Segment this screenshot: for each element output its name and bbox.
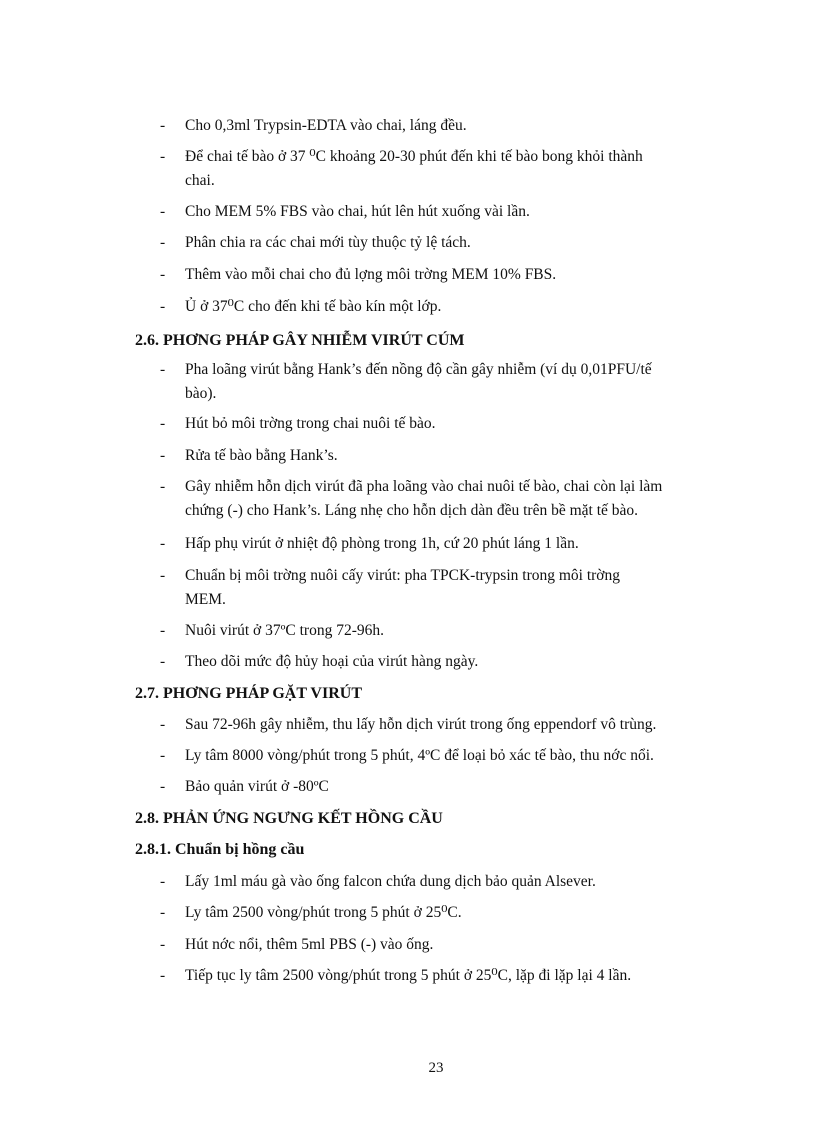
list-item-text: Thêm vào mỗi chai cho đủ lợng môi trờng MEM 10% FBS.: [185, 266, 557, 283]
bullet-dash: -: [160, 298, 166, 315]
list-item-text: Để chai tế bào ở 37 ⁰C khoảng 20-30 phút đến khi tế bào bong khỏi thành: [185, 148, 643, 165]
bullet-dash: -: [160, 266, 166, 283]
list-item-continuation: bào).: [185, 385, 217, 402]
subsection-heading-2-8-1: 2.8.1. Chuẩn bị hồng cầu: [135, 841, 305, 858]
bullet-dash: -: [160, 361, 166, 378]
list-item-text: Cho MEM 5% FBS vào chai, hút lên hút xuống vài lần.: [185, 203, 530, 220]
bullet-dash: -: [160, 478, 166, 495]
list-item-text: Chuẩn bị môi trờng nuôi cấy virút: pha TPCK-trypsin trong môi trờng: [185, 567, 621, 584]
list-item-text: Cho 0,3ml Trypsin-EDTA vào chai, láng đều.: [185, 117, 467, 134]
list-item-text: Ly tâm 2500 vòng/phút trong 5 phút ở 25⁰C.: [185, 904, 462, 921]
list-item-continuation: chai.: [185, 172, 215, 189]
bullet-dash: -: [160, 447, 166, 464]
list-item-continuation: MEM.: [185, 591, 226, 608]
bullet-dash: -: [160, 203, 166, 220]
list-item-text: Sau 72-96h gây nhiễm, thu lấy hỗn dịch virút trong ống eppendorf vô trùng.: [185, 716, 657, 733]
list-item-text: Phân chia ra các chai mới tùy thuộc tỷ lệ tách.: [185, 234, 471, 251]
list-item-text: Lấy 1ml máu gà vào ống falcon chứa dung dịch bảo quản Alsever.: [185, 873, 596, 890]
list-item-text: Ly tâm 8000 vòng/phút trong 5 phút, 4ºC để loại bỏ xác tế bào, thu nớc nổi.: [185, 747, 654, 764]
bullet-dash: -: [160, 535, 166, 552]
bullet-dash: -: [160, 716, 166, 733]
list-item-text: Tiếp tục ly tâm 2500 vòng/phút trong 5 phút ở 25⁰C, lặp đi lặp lại 4 lần.: [185, 967, 632, 984]
bullet-dash: -: [160, 567, 166, 584]
bullet-dash: -: [160, 778, 166, 795]
bullet-dash: -: [160, 653, 166, 670]
bullet-dash: -: [160, 415, 166, 432]
bullet-dash: -: [160, 622, 166, 639]
section-heading-2-8: 2.8. PHẢN ỨNG NGƯNG KẾT HỒNG CẦU: [135, 810, 443, 827]
list-item-text: Pha loãng virút bằng Hank’s đến nồng độ cần gây nhiễm (ví dụ 0,01PFU/tế: [185, 361, 652, 378]
page-number: 23: [428, 1060, 444, 1076]
list-item-text: Gây nhiễm hỗn dịch virút đã pha loãng vào chai nuôi tế bào, chai còn lại làm: [185, 478, 663, 495]
bullet-dash: -: [160, 117, 166, 134]
list-item-text: Nuôi virút ở 37ºC trong 72-96h.: [185, 622, 384, 639]
list-item-text: Hút nớc nổi, thêm 5ml PBS (-) vào ống.: [185, 936, 434, 953]
list-item-text: Hấp phụ virút ở nhiệt độ phòng trong 1h, cứ 20 phút láng 1 lần.: [185, 535, 579, 552]
section-heading-2-7: 2.7. PHƠNG PHÁP GẶT VIRÚT: [135, 685, 362, 702]
section-heading-2-6: 2.6. PHƠNG PHÁP GÂY NHIỄM VIRÚT CÚM: [135, 332, 465, 349]
list-item-text: Theo dõi mức độ hủy hoại của virút hàng ngày.: [185, 653, 479, 670]
list-item-text: Hút bỏ môi trờng trong chai nuôi tế bào.: [185, 415, 436, 432]
bullet-dash: -: [160, 967, 166, 984]
bullet-dash: -: [160, 234, 166, 251]
list-item-continuation: chứng (-) cho Hank’s. Láng nhẹ cho hỗn dịch dàn đều trên bề mặt tế bào.: [185, 502, 639, 519]
list-item-text: Ủ ở 37⁰C cho đến khi tế bào kín một lớp.: [185, 298, 442, 315]
bullet-dash: -: [160, 747, 166, 764]
list-item-text: Rửa tế bào bằng Hank’s.: [185, 447, 338, 464]
bullet-dash: -: [160, 936, 166, 953]
bullet-dash: -: [160, 148, 166, 165]
bullet-dash: -: [160, 904, 166, 921]
bullet-dash: -: [160, 873, 166, 890]
list-item-text: Bảo quản virút ở -80ºC: [185, 778, 329, 795]
